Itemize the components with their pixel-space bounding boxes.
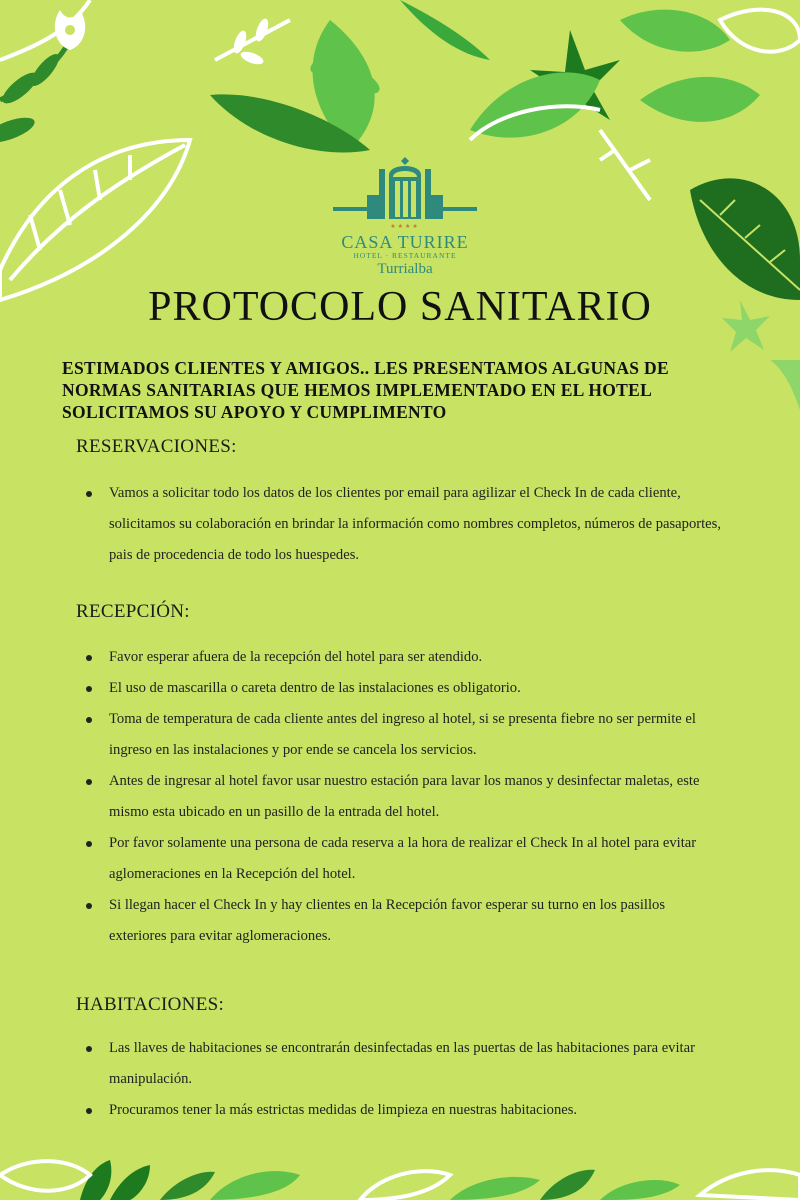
list-item: Por favor solamente una persona de cada reserva a la hora de realizar el Check In al hotel para evitar aglomeraciones en la Recepción del hotel. bbox=[76, 828, 726, 890]
intro-line: NORMAS SANITARIAS QUE HEMOS IMPLEMENTADO EN EL HOTEL bbox=[62, 380, 653, 400]
list-item: El uso de mascarilla o careta dentro de las instalaciones es obligatorio. bbox=[76, 673, 726, 704]
bullet-list bbox=[76, 1033, 726, 1126]
list-item: Si llegan hacer el Check In y hay clientes en la Recepción favor esperar su turno en los pasillos exteriores para evitar aglomeraciones. bbox=[76, 890, 726, 952]
list-item: Toma de temperatura de cada cliente antes del ingreso al hotel, si se presenta fiebre no ser permite el ingreso en las instalaciones y por ende se cancela los servicios. bbox=[76, 704, 726, 766]
intro-text bbox=[62, 357, 742, 423]
page-title: PROTOCOLO SANITARIO bbox=[148, 284, 652, 330]
section-recepcion bbox=[76, 601, 726, 952]
list-item: Vamos a solicitar todo los datos de los clientes por email para agilizar el Check In de cada cliente, solicitamos su colaboración en brindar la información como nombres completos, números de pasaportes, pais de procedencia de todo los huespedes. bbox=[76, 478, 726, 571]
hotel-building-icon bbox=[333, 155, 477, 225]
section-heading: RECEPCIÓN: bbox=[76, 601, 190, 622]
section-habitaciones bbox=[76, 994, 726, 1126]
list-item: Las llaves de habitaciones se encontrarán desinfectadas en las puertas de las habitaciones para evitar manipulación. bbox=[76, 1033, 726, 1095]
hotel-city: Turrialba bbox=[377, 261, 433, 277]
bullet-list bbox=[76, 478, 726, 571]
bullet-list bbox=[76, 642, 726, 952]
list-item: Antes de ingresar al hotel favor usar nuestro estación para lavar los manos y desinfectar maletas, este mismo esta ubicado en un pasillo de la entrada del hotel. bbox=[76, 766, 726, 828]
intro-line: ESTIMADOS CLIENTES Y AMIGOS.. LES PRESENTAMOS ALGUNAS DE bbox=[62, 358, 669, 378]
section-heading: RESERVACIONES: bbox=[76, 436, 237, 457]
hotel-logo bbox=[330, 155, 480, 278]
hotel-subtitle: HOTEL · RESTAURANTE bbox=[353, 251, 457, 260]
section-reservaciones bbox=[76, 436, 726, 571]
section-heading: HABITACIONES: bbox=[76, 994, 225, 1015]
list-item: Procuramos tener la más estrictas medidas de limpieza en nuestras habitaciones. bbox=[76, 1095, 726, 1126]
intro-line: SOLICITAMOS SU APOYO Y CUMPLIMENTO bbox=[62, 402, 447, 422]
star-rating: ★★★★ bbox=[390, 223, 420, 230]
list-item: Favor esperar afuera de la recepción del hotel para ser atendido. bbox=[76, 642, 726, 673]
hotel-name: CASA TURIRE bbox=[341, 232, 469, 252]
